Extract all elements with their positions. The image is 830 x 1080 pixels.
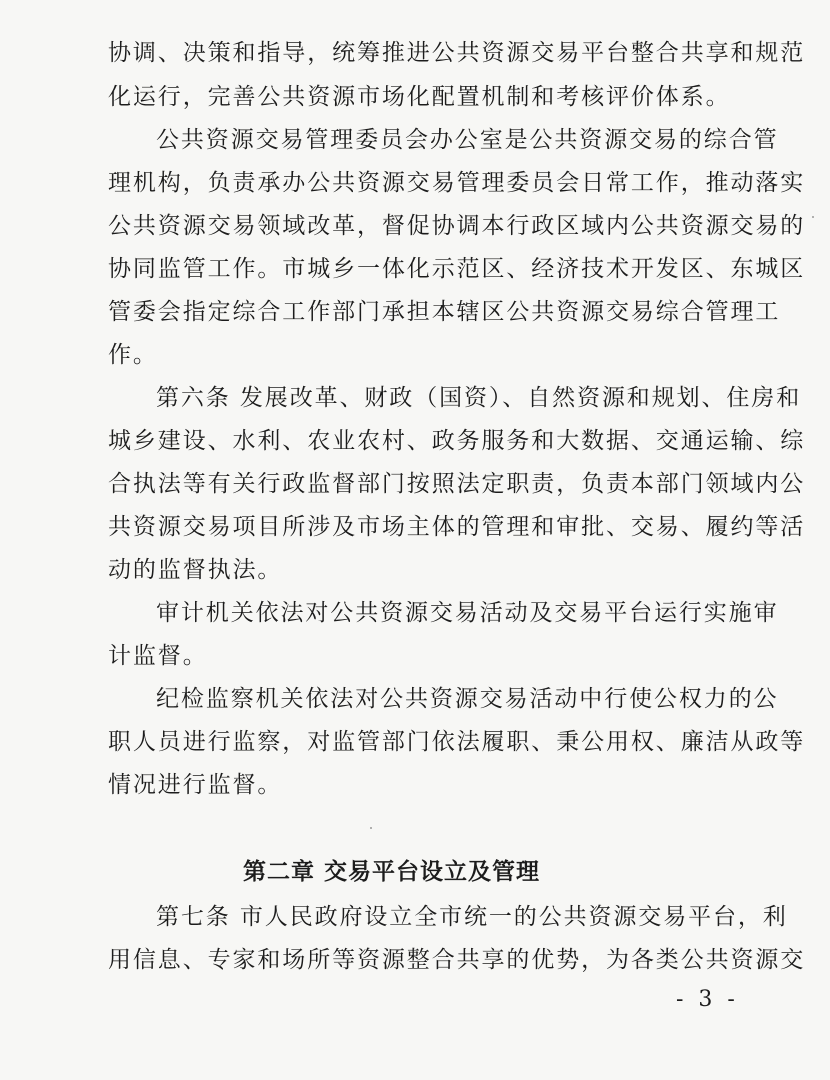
chapter-heading: 第二章 交易平台设立及管理	[243, 859, 541, 885]
scan-speck	[812, 216, 814, 218]
body-line: 化运行，完善公共资源市场化配置机制和考核评价体系。	[108, 84, 731, 110]
body-line: 第七条 市人民政府设立全市统一的公共资源交易平台，利	[156, 904, 788, 930]
body-line: 理机构，负责承办公共资源交易管理委员会日常工作，推动落实	[108, 170, 806, 196]
body-line: 第六条 发展改革、财政（国资）、自然资源和规划、住房和	[156, 385, 802, 411]
body-line: 动的监督执法。	[108, 557, 283, 583]
body-line: 审计机关依法对公共资源交易活动及交易平台运行实施审	[156, 600, 779, 626]
body-line: 用信息、专家和场所等资源整合共享的优势，为各类公共资源交	[108, 947, 806, 973]
body-line: 职人员进行监察，对监管部门依法履职、秉公用权、廉洁从政等	[108, 729, 806, 755]
body-line: 公共资源交易管理委员会办公室是公共资源交易的综合管	[156, 127, 779, 153]
body-line: 公共资源交易领域改革，督促协调本行政区域内公共资源交易的	[108, 213, 806, 239]
scan-speck	[370, 827, 372, 829]
body-line: 管委会指定综合工作部门承担本辖区公共资源交易综合管理工	[108, 299, 781, 325]
body-line: 协调、决策和指导，统筹推进公共资源交易平台整合共享和规范	[108, 40, 806, 66]
body-line: 协同监管工作。市城乡一体化示范区、经济技术开发区、东城区	[108, 256, 806, 282]
body-line: 纪检监察机关依法对公共资源交易活动中行使公权力的公	[156, 686, 779, 712]
body-line: 计监督。	[108, 643, 208, 669]
body-line: 情况进行监督。	[108, 772, 283, 798]
body-line: 城乡建设、水利、农业农村、政务服务和大数据、交通运输、综	[108, 428, 806, 454]
page-number: - 3 -	[676, 987, 739, 1012]
body-line: 作。	[108, 342, 158, 368]
body-line: 共资源交易项目所涉及市场主体的管理和审批、交易、履约等活	[108, 514, 806, 540]
body-line: 合执法等有关行政监督部门按照法定职责，负责本部门领域内公	[108, 471, 806, 497]
